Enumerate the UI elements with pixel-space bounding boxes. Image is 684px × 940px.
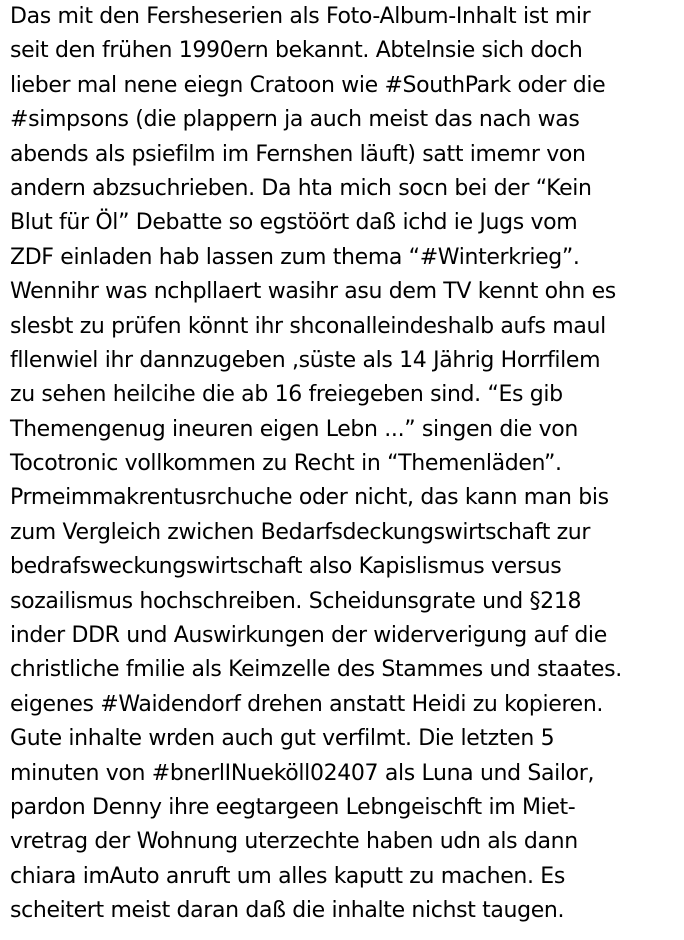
- text-line: eigenes #Waidendorf drehen anstatt Heidi zu kopieren.: [10, 691, 604, 717]
- text-line: Prmeimmakrentusrchuche oder nicht, das kann man bis: [10, 485, 609, 511]
- text-line: Blut für Öl” Debatte so egstöört daß ichd ie Jugs vom: [10, 210, 578, 236]
- text-line: Tocotronic vollkommen zu Recht in “Themenläden”.: [10, 451, 562, 477]
- text-line: inder DDR und Auswirkungen der widerverigung auf die: [10, 623, 607, 649]
- text-line: scheitert meist daran daß die inhalte nichst taugen.: [10, 898, 565, 924]
- text-line: ZDF einladen hab lassen zum thema “#Winterkrieg”.: [10, 244, 580, 270]
- text-line: abends als psiefilm im Fernshen läuft) satt imemr von: [10, 141, 586, 167]
- text-line: bedrafsweckungswirtschaft also Kapislismus versus: [10, 554, 562, 580]
- text-line: fllenwiel ihr dannzugeben ,süste als 14 Jährig Horrfilem: [10, 347, 601, 373]
- text-line: sozailismus hochschreiben. Scheidunsgrate und §218: [10, 588, 582, 614]
- body-text: [10, 0, 680, 929]
- text-line: pardon Denny ihre eegtargeen Lebngeischft im Miet-: [10, 794, 576, 820]
- text-line: chiara imAuto anruft um alles kaputt zu machen. Es: [10, 863, 565, 889]
- text-line: andern abzsuchrieben. Da hta mich socn bei der “Kein: [10, 175, 592, 201]
- text-line: seit den frühen 1990ern bekannt. Abtelnsie sich doch: [10, 38, 583, 64]
- text-line: Themengenug ineuren eigen Lebn ...” singen die von: [10, 416, 578, 442]
- text-line: christliche fmilie als Keimzelle des Stammes und staates.: [10, 657, 622, 683]
- text-line: Gute inhalte wrden auch gut verfilmt. Die letzten 5: [10, 726, 555, 752]
- text-line: slesbt zu prüfen könnt ihr shconalleindeshalb aufs maul: [10, 313, 606, 339]
- text-line: #simpsons (die plappern ja auch meist das nach was: [10, 107, 580, 133]
- text-line: zum Vergleich zwichen Bedarfsdeckungswirtschaft zur: [10, 519, 591, 545]
- text-line: Das mit den Fersheserien als Foto-Album-Inhalt ist mir: [10, 4, 591, 29]
- text-line: lieber mal nene eiegn Cratoon wie #SouthPark oder die: [10, 72, 606, 98]
- text-line: vretrag der Wohnung uterzechte haben udn als dann: [10, 829, 578, 855]
- text-line: minuten von #bnerlINueköll02407 als Luna und Sailor,: [10, 760, 595, 786]
- text-line: zu sehen heilcihe die ab 16 freiegeben sind. “Es gib: [10, 382, 563, 408]
- text-line: Wennihr was nchpllaert wasihr asu dem TV kennt ohn es: [10, 279, 616, 305]
